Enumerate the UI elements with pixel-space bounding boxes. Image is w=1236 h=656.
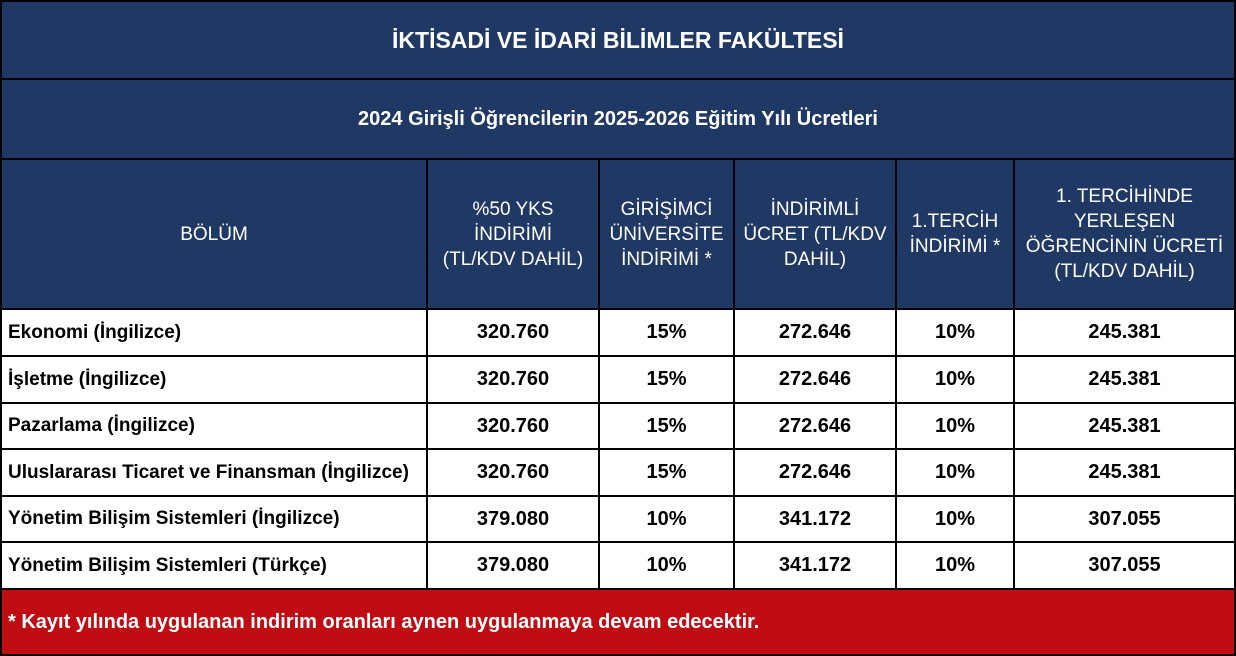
discounted-fee-cell: 272.646 [735,310,895,355]
yks-fee-cell: 379.080 [428,497,598,541]
first-choice-discount-cell: 10% [897,543,1013,588]
table-subtitle: 2024 Girişli Öğrencilerin 2025-2026 Eğitim Yılı Ücretleri [2,80,1234,158]
yks-fee-cell: 320.760 [428,450,598,495]
first-choice-discount-cell: 10% [897,310,1013,355]
discounted-fee-cell: 272.646 [735,450,895,495]
first-choice-fee-cell: 307.055 [1015,543,1234,588]
first-choice-fee-cell: 307.055 [1015,497,1234,541]
yks-fee-cell: 320.760 [428,357,598,402]
first-choice-discount-cell: 10% [897,450,1013,495]
footnote: * Kayıt yılında uygulanan indirim oranları aynen uygulanmaya devam edecektir. [2,590,1234,654]
header-entrepreneur-discount: GİRİŞİMCİ ÜNİVERSİTE İNDİRİMİ * [600,160,733,308]
header-discounted-fee: İNDİRİMLİ ÜCRET (TL/KDV DAHİL) [735,160,895,308]
department-cell: Yönetim Bilişim Sistemleri (Türkçe) [2,543,426,588]
header-department: BÖLÜM [2,160,426,308]
first-choice-fee-cell: 245.381 [1015,357,1234,402]
first-choice-discount-cell: 10% [897,497,1013,541]
first-choice-discount-cell: 10% [897,357,1013,402]
header-yks-discount: %50 YKS İNDİRİMİ (TL/KDV DAHİL) [428,160,598,308]
entrepreneur-discount-cell: 10% [600,497,733,541]
header-first-choice-fee: 1. TERCİHİNDE YERLEŞEN ÖĞRENCİNİN ÜCRETİ (TL/KDV DAHİL) [1015,160,1234,308]
first-choice-fee-cell: 245.381 [1015,310,1234,355]
entrepreneur-discount-cell: 10% [600,543,733,588]
department-cell: Ekonomi (İngilizce) [2,310,426,355]
yks-fee-cell: 379.080 [428,543,598,588]
first-choice-fee-cell: 245.381 [1015,404,1234,448]
first-choice-discount-cell: 10% [897,404,1013,448]
entrepreneur-discount-cell: 15% [600,357,733,402]
department-cell: Yönetim Bilişim Sistemleri (İngilizce) [2,497,426,541]
discounted-fee-cell: 341.172 [735,497,895,541]
department-cell: Pazarlama (İngilizce) [2,404,426,448]
department-cell: İşletme (İngilizce) [2,357,426,402]
first-choice-fee-cell: 245.381 [1015,450,1234,495]
entrepreneur-discount-cell: 15% [600,310,733,355]
discounted-fee-cell: 272.646 [735,357,895,402]
yks-fee-cell: 320.760 [428,404,598,448]
yks-fee-cell: 320.760 [428,310,598,355]
department-cell: Uluslararası Ticaret ve Finansman (İngilizce) [2,450,426,495]
entrepreneur-discount-cell: 15% [600,404,733,448]
discounted-fee-cell: 272.646 [735,404,895,448]
faculty-title: İKTİSADİ VE İDARİ BİLİMLER FAKÜLTESİ [2,2,1234,78]
discounted-fee-cell: 341.172 [735,543,895,588]
entrepreneur-discount-cell: 15% [600,450,733,495]
header-first-choice-discount: 1.TERCİH İNDİRİMİ * [897,160,1013,308]
